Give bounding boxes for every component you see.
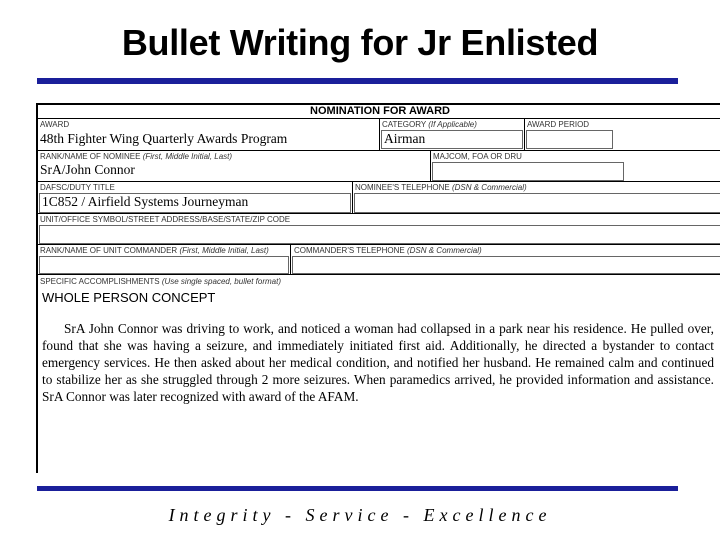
commander-phone-label-text: COMMANDER'S TELEPHONE xyxy=(294,246,405,255)
commander-phone-field[interactable] xyxy=(292,256,720,274)
form-divider xyxy=(379,118,380,150)
nominee-phone-label-text: NOMINEE'S TELEPHONE xyxy=(355,183,450,192)
nominee-name-label xyxy=(40,152,232,161)
form-rule xyxy=(38,213,720,214)
category-label-text: CATEGORY xyxy=(382,120,427,129)
dafsc-label: DAFSC/DUTY TITLE xyxy=(40,183,115,192)
dafsc-value: 1C852 / Airfield Systems Journeyman xyxy=(42,194,249,209)
form-rule xyxy=(38,244,720,245)
accomplishments-narrative[interactable]: SrA John Connor was driving to work, and noticed a woman had collapsed in a park near his residence. He pulled over, found that she was having a seizure, and immediately initiated first aid. Additionally, he directed a bystander to contact emergency services. He then asked about her medical condition, and notified her husband. He remained calm and continued to stabilize her as she struggled through 2 more seizures. When paramedics arrived, he provided information and assistance. SrA Connor was later recognized with award of the AFAM. xyxy=(42,321,714,404)
form-divider xyxy=(290,244,291,274)
footer-bar xyxy=(37,486,678,491)
award-period-label: AWARD PERIOD xyxy=(527,120,590,129)
award-period-field[interactable] xyxy=(526,130,613,149)
award-label: AWARD xyxy=(40,120,70,129)
commander-name-hint: (First, Middle Initial, Last) xyxy=(179,246,269,255)
form-header: NOMINATION FOR AWARD xyxy=(310,105,450,117)
section-heading: WHOLE PERSON CONCEPT xyxy=(42,290,216,305)
award-field[interactable]: 48th Fighter Wing Quarterly Awards Program xyxy=(40,131,288,146)
nominee-phone-hint: (DSN & Commercial) xyxy=(451,183,527,192)
nomination-form xyxy=(36,103,720,473)
nominee-name-hint: (First, Middle Initial, Last) xyxy=(142,152,233,161)
commander-phone-label xyxy=(294,246,482,255)
form-divider xyxy=(524,118,525,150)
form-rule xyxy=(38,274,720,275)
form-divider xyxy=(430,150,431,181)
unit-address-field[interactable] xyxy=(39,225,720,244)
category-value: Airman xyxy=(384,131,426,146)
category-hint: (If Applicable) xyxy=(428,120,477,129)
nominee-name-label-text: RANK/NAME OF NOMINEE xyxy=(40,152,141,161)
title-underline-bar xyxy=(37,78,678,84)
nominee-phone-label xyxy=(355,183,527,192)
nominee-name-field[interactable]: SrA/John Connor xyxy=(40,162,135,177)
nominee-phone-field[interactable] xyxy=(354,193,720,213)
accomplishments-label xyxy=(40,277,281,286)
form-divider xyxy=(352,181,353,213)
category-label xyxy=(382,120,477,129)
slide-title: Bullet Writing for Jr Enlisted xyxy=(121,22,599,63)
form-rule xyxy=(38,150,720,151)
dafsc-field[interactable] xyxy=(39,193,351,213)
unit-address-label: UNIT/OFFICE SYMBOL/STREET ADDRESS/BASE/STATE/ZIP CODE xyxy=(40,215,291,224)
majcom-field[interactable] xyxy=(432,162,624,181)
accomplishments-hint: (Use single spaced, bullet format) xyxy=(161,277,281,286)
category-field[interactable] xyxy=(381,130,523,149)
form-rule xyxy=(38,181,720,182)
majcom-label: MAJCOM, FOA OR DRU xyxy=(433,152,522,161)
core-values-motto: Integrity - Service - Excellence xyxy=(168,505,552,525)
commander-phone-hint: (DSN & Commercial) xyxy=(406,246,482,255)
commander-name-label-text: RANK/NAME OF UNIT COMMANDER xyxy=(40,246,178,255)
accomplishments-label-text: SPECIFIC ACCOMPLISHMENTS xyxy=(40,277,160,286)
commander-name-label xyxy=(40,246,269,255)
commander-name-field[interactable] xyxy=(39,256,289,274)
